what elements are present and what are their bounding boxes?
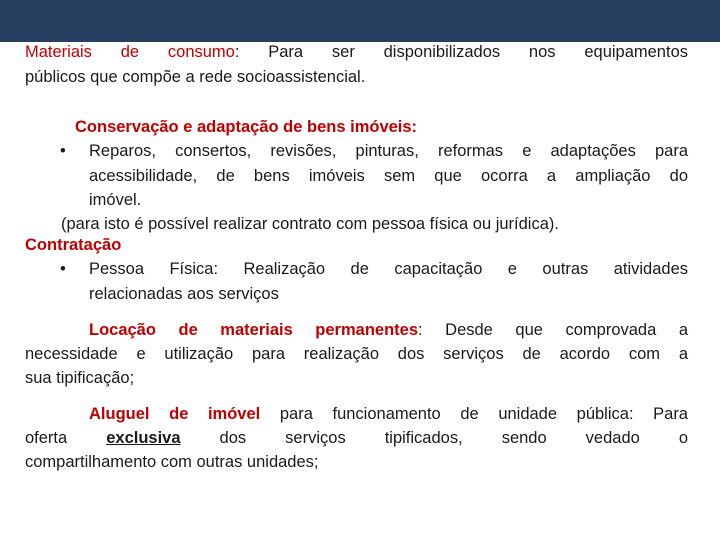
contratacao-item-line1: Pessoa Física: Realização de capacitação e outras atividades	[89, 260, 688, 278]
locacao-line2: necessidade e utilização para realização dos serviços de acordo com a	[25, 345, 688, 363]
conservacao-title: Conservação e adaptação de bens imóveis:	[75, 118, 418, 136]
locacao-line3: sua tipificação;	[25, 369, 135, 387]
conservacao-item-line2: acessibilidade, de bens imóveis sem que ocorra a ampliação do	[89, 167, 688, 185]
consumo-line1: Materiais de consumo: Para ser disponibilizados nos equipamentos	[25, 43, 688, 61]
aluguel-line1: Aluguel de imóvel para funcionamento de unidade pública: Para	[89, 405, 688, 423]
aluguel-line3: compartilhamento com outras unidades;	[25, 453, 319, 471]
conservacao-note: (para isto é possível realizar contrato com pessoa física ou jurídica).	[61, 215, 559, 233]
contratacao-item-line2: relacionadas aos serviços	[89, 285, 279, 303]
exclusiva-emphasis: exclusiva	[106, 429, 181, 447]
consumo-line2: públicos que compõe a rede socioassistencial.	[25, 68, 366, 86]
conservacao-item-line1: Reparos, consertos, revisões, pinturas, reformas e adaptações para	[89, 142, 688, 160]
consumo-label: Materiais de consumo	[25, 43, 235, 61]
bullet-icon: •	[60, 260, 66, 278]
aluguel-line2: oferta exclusiva dos serviços tipificados, sendo vedado o	[25, 429, 688, 447]
bullet-icon: •	[60, 142, 66, 160]
locacao-label: Locação de materiais permanentes	[89, 321, 419, 339]
conservacao-item-line3: imóvel.	[89, 191, 142, 209]
locacao-line1: Locação de materiais permanentes: Desde que comprovada a	[89, 321, 688, 339]
aluguel-label: Aluguel de imóvel	[89, 405, 261, 423]
contratacao-title: Contratação	[25, 236, 122, 254]
